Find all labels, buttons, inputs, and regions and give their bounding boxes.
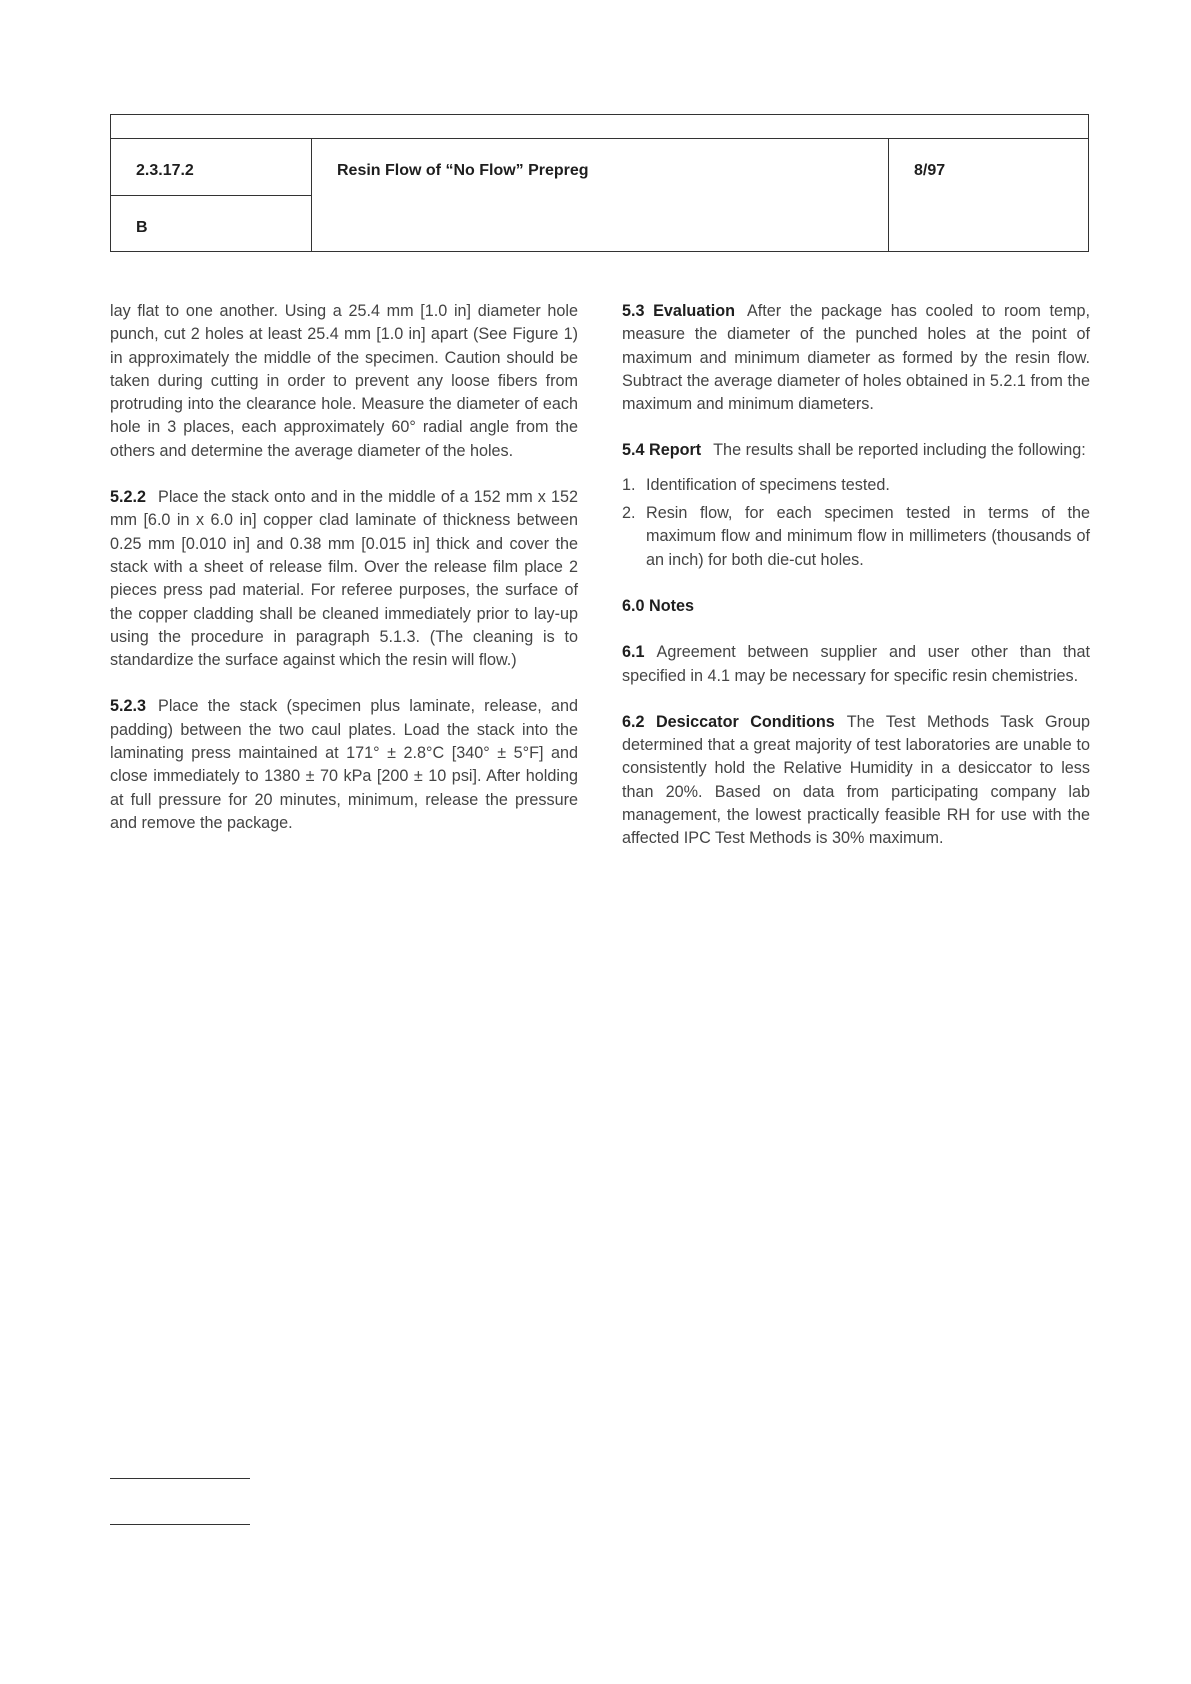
section-5-2-3-text: Place the stack (specimen plus laminate, release, and padding) between the two caul plates. Load the stack into the laminating press maintained at 171° ± 2.8°C [340° ± 5°F] and close immediately to 1380 ± 70 kPa [200 ± 10 psi]. After holding at full pressure for 20 minutes, minimum, release the pressure and remove the package. (110, 697, 578, 832)
section-5-2-2-text: Place the stack onto and in the middle of a 152 mm x 152 mm [6.0 in x 6.0 in] copper clad laminate of thickness between 0.25 mm [0.010 in] and 0.38 mm [0.015 in] thick and cover the stack with a sheet of release film. Over the release film place 2 pieces press pad material. For referee purposes, the surface of the copper cladding shall be cleaned immediately prior to lay-up using the procedure in paragraph 5.1.3. (The cleaning is to standardize the surface against which the resin will flow.) (110, 488, 578, 670)
document-number: 2.3.17.2 (136, 162, 194, 179)
section-6-2-text: The Test Methods Task Group determined that a great majority of test laboratories are unable to consistently hold the Relative Humidity in a desiccator to less than 20%. Based on data from participating company lab management, the lowest practically feasible RH for use with the affected IPC Test Methods is 30% maximum. (622, 712, 1090, 848)
list-item (622, 474, 1090, 497)
header-divider-1 (311, 138, 312, 251)
list-item-text: Identification of specimens tested. (646, 475, 890, 494)
section-6-2 (622, 711, 1090, 851)
section-5-3-title: 5.3 Evaluation (622, 302, 735, 320)
document-date: 8/97 (914, 162, 946, 179)
header-divider-2 (888, 138, 889, 251)
list-item-text: Resin flow, for each specimen tested in terms of the maximum flow and minimum flow in millimeters (thousands of an inch) for both die-cut holes. (646, 504, 1090, 569)
report-list (622, 474, 1090, 572)
right-column (622, 300, 1090, 874)
header-table (110, 114, 1089, 252)
section-5-4-title: 5.4 Report (622, 441, 702, 460)
section-5-4-text: The results shall be reported including the following: (713, 441, 1086, 460)
list-item-number: 2. (622, 504, 636, 523)
paragraph-continuation: lay flat to one another. Using a 25.4 mm [1.0 in] diameter hole punch, cut 2 holes at least 25.4 mm [1.0 in] apart (See Figure 1) in approximately the middle of the specimen. Caution should be taken during cutting in order to prevent any loose fibers from protruding into the clearance hole. Measure the diameter of each hole in 3 places, each approximately 60° radial angle from the others and determine the average diameter of the holes. (110, 302, 578, 460)
section-5-2-2-number: 5.2.2 (110, 488, 147, 507)
section-5-2-3-number: 5.2.3 (110, 697, 147, 716)
section-6-0-heading: 6.0 Notes (622, 596, 694, 615)
section-5-3-text: After the package has cooled to room temp, measure the diameter of the punched holes at the point of maximum and minimum diameter as formed by the resin flow. Subtract the average diameter of holes obtained in 5.2.1 from the maximum and minimum diameters. (622, 302, 1090, 414)
section-5-2-2 (110, 486, 578, 672)
section-5-3 (622, 300, 1090, 416)
header-top-strip (111, 115, 1088, 139)
list-item (622, 502, 1090, 572)
section-5-4 (622, 439, 1090, 462)
section-5-2-3 (110, 695, 578, 835)
section-6-1 (622, 641, 1090, 688)
left-column (110, 300, 578, 858)
document-revision: B (136, 219, 148, 236)
section-6-2-title: 6.2 Desiccator Conditions (622, 712, 835, 731)
header-row-divider (111, 195, 311, 196)
document-title: Resin Flow of “No Flow” Prepreg (337, 162, 589, 179)
list-item-number: 1. (622, 475, 636, 494)
footnote-rule-2 (110, 1524, 250, 1525)
footnote-rule-1 (110, 1478, 250, 1479)
section-6-1-text: Agreement between supplier and user other than that specified in 4.1 may be necessary for specific resin chemistries. (622, 643, 1090, 685)
section-6-1-number: 6.1 (622, 643, 645, 662)
